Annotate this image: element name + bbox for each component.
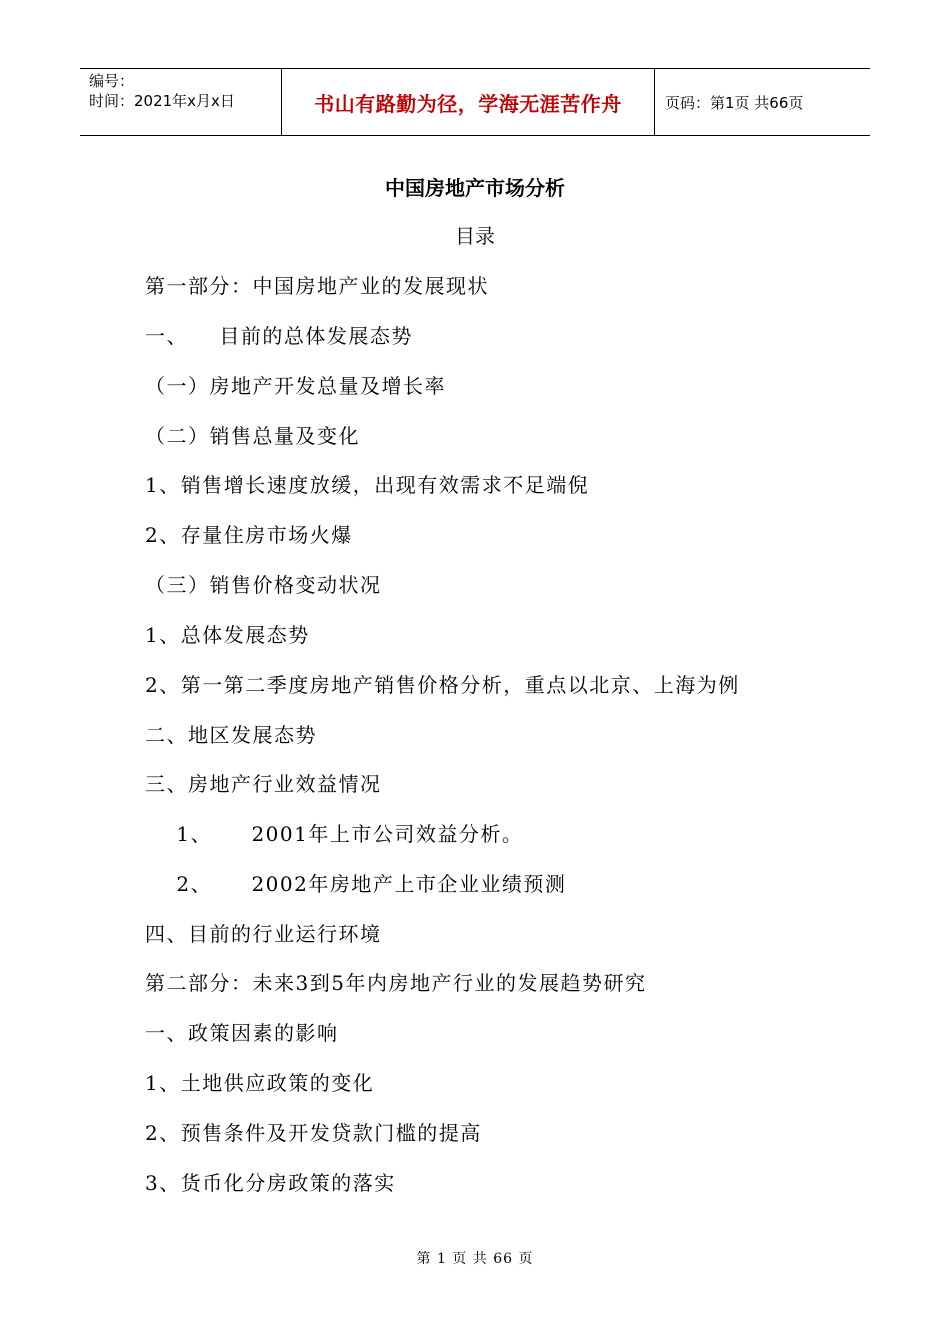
toc-line: 2、第一第二季度房地产销售价格分析，重点以北京、上海为例 <box>145 673 740 697</box>
toc-line: 2、 2002年房地产上市企业业绩预测 <box>145 872 567 896</box>
toc-line: （三）销售价格变动状况 <box>145 573 382 597</box>
time-label: 时间：2021年x月x日 <box>89 92 235 110</box>
toc-line: 2、存量住房市场火爆 <box>145 523 353 547</box>
document-header <box>80 68 870 136</box>
toc-line: 1、土地供应政策的变化 <box>145 1071 375 1095</box>
toc-line: 第二部分：未来3到5年内房地产行业的发展趋势研究 <box>145 971 647 995</box>
motto-text: 书山有路勤为径，学海无涯苦作舟 <box>314 91 622 116</box>
toc-line: 一、 目前的总体发展态势 <box>145 324 413 348</box>
toc-heading <box>0 220 950 249</box>
toc-line: 一、政策因素的影响 <box>145 1021 339 1045</box>
toc-line: 3、货币化分房政策的落实 <box>145 1171 396 1195</box>
toc-line: 第一部分：中国房地产业的发展现状 <box>145 274 489 298</box>
toc-line: 二、地区发展态势 <box>145 723 317 747</box>
toc-line: （二）销售总量及变化 <box>145 424 360 448</box>
toc-heading-text: 目录 <box>455 224 495 248</box>
toc-line: 1、总体发展态势 <box>145 623 310 647</box>
toc-line: 三、房地产行业效益情况 <box>145 772 382 796</box>
toc-line: 2、预售条件及开发贷款门槛的提高 <box>145 1121 482 1145</box>
page-footer: 第 1 页 共 66 页 <box>416 1251 534 1267</box>
toc-line: 1、销售增长速度放缓，出现有效需求不足端倪 <box>145 473 590 497</box>
header-page-cell <box>655 69 870 135</box>
toc-line: 1、 2001年上市公司效益分析。 <box>145 822 524 846</box>
header-motto-cell <box>282 69 655 135</box>
document-title: 中国房地产市场分析 <box>385 176 565 200</box>
page-info: 页码：第1页 共66页 <box>665 93 804 112</box>
header-meta-cell <box>80 69 282 135</box>
toc-line: 四、目前的行业运行环境 <box>145 922 382 946</box>
toc-line: （一）房地产开发总量及增长率 <box>145 374 446 398</box>
number-label: 编号： <box>89 72 135 90</box>
